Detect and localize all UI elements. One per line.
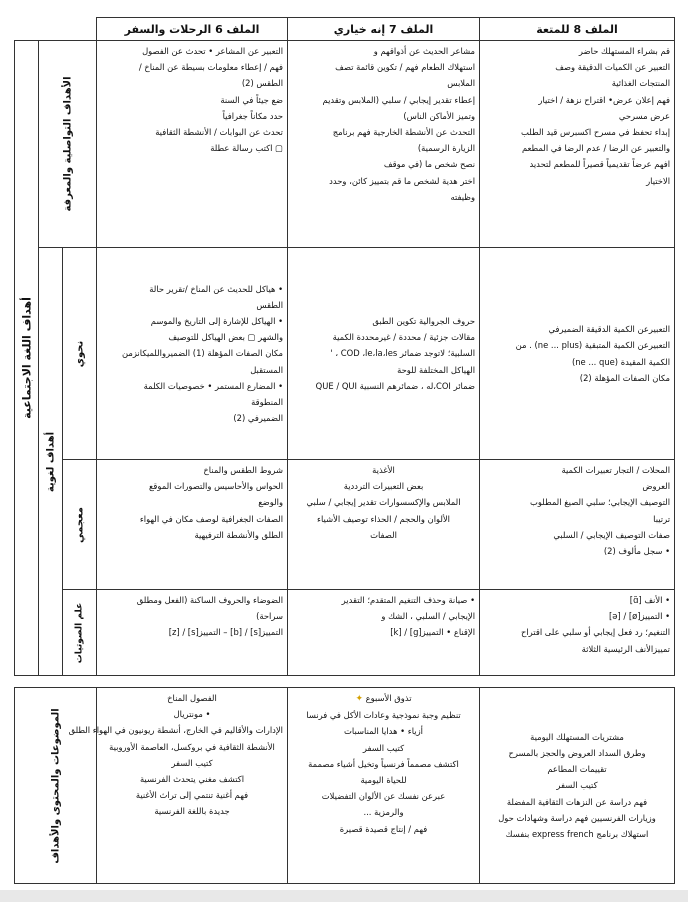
phonetics-file6: الضوضاء والحروف الساكنة (الفعل ومطلق سراحة) التمييز[s] / [b] – التمييز[s] / [z]	[97, 590, 288, 676]
comm-file7: مشاعر الحديث عن أذواقهم و استهلاك الطعام فهم / تكوين قائمة تصف الملابس إعطاء تقدير إيجابي / سلبي (الملابس وتقديم وتميز الأماكن الناس) التحدث عن الأنشطة الخارجية فهم برنامج الزيارة الرسمية) نصح شخص ما (في موقف اختر هدية لشخص ما قم بتمييز كائن، وحدد وظيفته	[288, 41, 480, 248]
row-lexical	[15, 460, 675, 590]
grammar-file6: • هياكل للحديث عن المناخ /تقرير حالة الطقس • الهياكل للإشارة إلى التاريخ والموسم والشهر ▢ بعض الهياكل للتوصيف مكان الصفات المؤهلة (1) الضميرواللميكانزمن المستقبل • المضارع المستمر • خصوصيات الكلمة المنطوقة الضميرفي (2)	[97, 248, 288, 460]
label-lexical: معجمي	[63, 460, 97, 590]
grammar-file7: حروف الجروالية تكوين الطبق مقالات جزئية / محددة / غيرمحددة الكمية السلبية؛ لاتوجد ضمائر COD ،le،la،les ، ' الهياكل المختلفة للوحة ضمائر COI،له ، ضمائرهم النسبية QUE / QUI	[288, 248, 480, 460]
comm-file8: قم بشراء المستهلك حاضر التعبير عن الكميات الدقيقة وصف المنتجات الغذائية فهم إعلان عرض• اقتراح نزهة / اختيار عرض مسرحي إبداء تحفظ في مسرح اكسبرس قيد الطلب والتعبير عن الرضا / عدم الرضا في المطعم افهم عرضاً تقديمياً قصيراً للمطعم لتحديد الاختيار	[480, 41, 675, 248]
row-grammar	[15, 248, 675, 460]
header-file7: الملف 7 إنه خياري	[288, 18, 480, 41]
page-bottom-bar	[0, 890, 688, 902]
sun-icon: ✦	[355, 694, 363, 704]
topics-file7: تذوق الأسبوع ✦ تنظيم وجبة نموذجية وعادات الأكل في فرنسا أزياء • هدايا المناسبات كتيب السفر اكتشف مصمماً فرنسياً وتخيل أشياء مصممة للحياة اليومية عبرعن نفسك عن الألوان التفضيلات والرمزية ... فهم / إنتاج قصيدة قصيرة	[288, 688, 480, 884]
phonetics-file7: • صيانة وحذف التنغيم المتقدم؛ التقدير الإيجابي / السلبي ، الشك و الإقناع • التمييز[g] / [k]	[288, 590, 480, 676]
row-phonetics	[15, 590, 675, 676]
header-blank	[15, 18, 97, 41]
label-linguistic: أهداف لغوية	[39, 248, 63, 676]
topics-file8: مشتريات المستهلك اليومية وطرق السداد العروض والحجز بالمسرح تقييمات المطاعم كتيب السفر فهم دراسة عن النزهات الثقافية المفضلة وزيارات الفرنسيين فهم دراسة وشهادات حول استهلاك برنامج express french بنفسك	[480, 688, 675, 884]
row-topics	[15, 688, 675, 884]
row-communicative	[15, 41, 675, 248]
header-row	[15, 18, 675, 41]
phonetics-file8: • الأنف [ɑ̃] • التمييز[ø] / [ə] التنغيم؛ رد فعل إيجابي أو سلبي على اقتراح تمييزالأنف الرئيسية الثلاثة	[480, 590, 675, 676]
topics-file6: الفصول المناخ • مونتريال الإدارات والأقاليم في الخارج، أنشطة ريونيون في الهواء الطلق الأنشطة الثقافية في بروكسل، العاصمة الأوروبية كتيب السفر اكتشف مغني يتحدث الفرنسية فهم أغنية تنتمي إلى تراث الأغنية جديدة باللغة الفرنسية	[97, 688, 288, 884]
grammar-file8: التعبيرعن الكمية الدقيقة الضميرفي التعبيرعن الكمية المتبقية (ne ... plus) . من الكمية المقيدة (ne ... que) مكان الصفات المؤهلة (2)	[480, 248, 675, 460]
header-file8: الملف 8 للمتعة	[480, 18, 675, 41]
comm-file6: التعبير عن المشاعر • تحدث عن الفصول فهم / إعطاء معلومات بسيطة عن المناخ / الطقس (2) ضع جيئاً في السنة حدد مكاناً جغرافياً تحدث عن البوابات / الأنشطة الثقافية ▢ اكتب رسالة عطلة	[97, 41, 288, 248]
lexical-file6: شروط الطقس والمناخ الحواس والأحاسيس والتصورات الموقع والوضع الصفات الجغرافية لوصف مكان في الهواء الطلق والأنشطة الترفيهية	[97, 460, 288, 590]
label-communicative: الأهداف التواصلية والمعرفة	[39, 41, 97, 248]
lexical-file8: المحلات / التجار تعبيرات الكمية العروض التوصيف الإيجابي؛ سلبي الصيغ المطلوب ترتيبا صفات التوصيف الإيجابي / السلبي • سجل مألوف (2)	[480, 460, 675, 590]
curriculum-table	[14, 17, 675, 676]
label-topics: الموضوعات والمحتوى والأهداف	[15, 688, 97, 884]
topics-table	[14, 687, 675, 884]
lexical-file7: الأغذية بعض التعبيرات الترددية الملابس والإكسسوارات تقدير إيجابي / سلبي الألوان والحجم / الحذاء توصيف الأشياء الصفات	[288, 460, 480, 590]
label-grammar: نحوي	[63, 248, 97, 460]
label-phonetics: علم الصوتيات	[63, 590, 97, 676]
header-file6: الملف 6 الرحلات والسفر	[97, 18, 288, 41]
label-social-goals: أهداف اللغة الاجتماعية	[15, 41, 39, 676]
